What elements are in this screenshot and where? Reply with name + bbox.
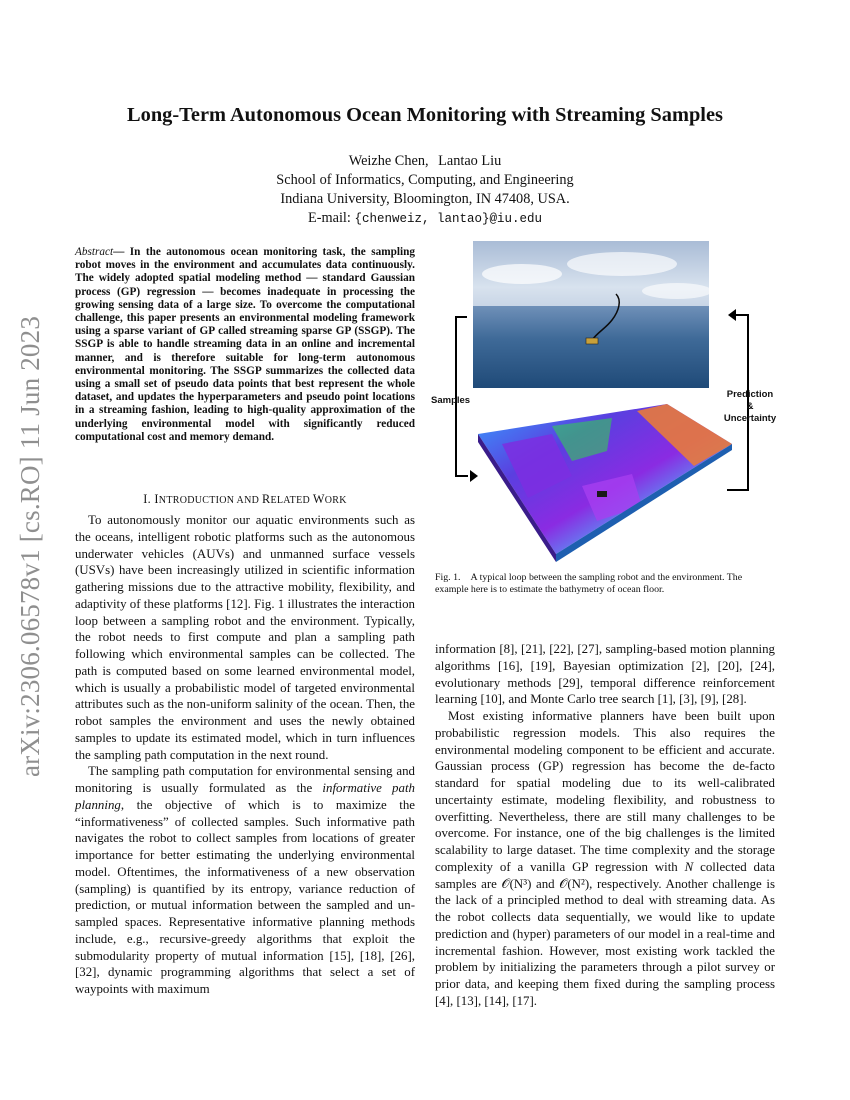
abstract — [75, 246, 415, 444]
author-name: Weizhe Chen, — [348, 153, 429, 169]
paper-title: Long-Term Autonomous Ocean Monitoring with Streaming Samples — [127, 104, 723, 126]
arxiv-id: arXiv:2306.06578v1 [cs.RO] 11 Jun 2023 — [15, 315, 46, 777]
label-line: & — [746, 401, 754, 412]
prediction-uncertainty-label — [715, 389, 785, 425]
arxiv-stamp — [14, 296, 48, 796]
section-title-part: R — [261, 492, 271, 506]
abstract-text: — In the autonomous ocean monitoring task, the sampling robot moves in the environment and accumulates data continuously. The widely adopted spatial modeling method — standard Gaussian process (GP) regression — becomes inadequate in processing the growing sensing data of a large size. To overcome the computational challenge, this paper presents an environmental modeling framework using a sparse variant of GP called streaming sparse GP (SSGP). The SSGP is able to handle streaming data in an online and incremental manner, and is therefore suitable for long-term autonomous environmental monitoring. The SSGP summarizes the collected data using a small set of pseudo data points that best represent the whole dataset, and updates the hyperparameters and pseudo point locations in a streaming fashion, leading to high-quality approximation of the underlying environmental model with significantly reduced computational cost and memory demand. — [75, 246, 415, 443]
section-title-part: W — [312, 492, 325, 506]
math-expression: 𝒪(N²) — [559, 876, 590, 891]
paragraph: To autonomously monitor our aquatic environments such as the oceans, intelligent robotic platforms such as the autonomous underwater vehicles (AUVs) and unmanned surface vessels (USVs) have been increasingly utilized in scientific information gathering missions due to the attractive mobility, flexibility, and adaptivity of these platforms [12]. Fig. 1 illustrates the interaction loop between a sampling robot and the environment. Typically, the robot needs to first compute and plan a sampling path following which environmental samples can be collected. The path is computed based on some learned environmental model, which is usually a probabilistic model of targeted environmental attributes such as the non-uniform salinity of the ocean. Then, the robot samples the environment and uses the newly obtained samples to update its estimated model, which in turn influences the sampling path computation in the next round. — [75, 513, 415, 762]
author-block — [160, 152, 690, 229]
paragraph-text: Most existing informative planners have been built upon probabilistic regression models. This also requires the environmental modeling component to be efficient and accurate. Gaussian process (GP) regression has become the de-facto standard for spatial modeling due to its well-calibrated uncertainty estimate, modeling flexibility, and robustness to overfitting. Nevertheless, there are still many challenges to be overcome. For instance, one of the big challenges is the limited scalability to large dataset. The time complexity and the storage complexity of a vanilla GP regression with — [435, 709, 775, 874]
abstract-lead: Abstract — [75, 246, 114, 258]
section-title-part: ELATED — [270, 495, 313, 506]
section-number: I. — [143, 492, 152, 506]
caption-text: A typical loop between the sampling robot and the environment. The example here is to estimate the bathymetry of ocean floor. — [435, 572, 743, 596]
paragraph-text: and — [531, 876, 560, 891]
email-line — [160, 209, 690, 229]
samples-label: Samples — [431, 395, 471, 406]
affiliation-line: School of Informatics, Computing, and Engineering — [276, 172, 574, 188]
ocean-scene-image — [473, 241, 712, 388]
right-column — [435, 641, 775, 1010]
paragraph — [435, 708, 775, 1010]
affiliation-line: Indiana University, Bloomington, IN 47408, USA. — [280, 191, 570, 207]
paragraph: information [8], [21], [22], [27], sampling-based motion planning algorithms [16], [19], Bayesian optimization [2], [20], [24], evolutionary methods [29], temporal difference reinforcement learning [10], and Monte Carlo tree search [1], [3], [9], [28]. — [435, 642, 775, 707]
math-symbol: N — [684, 859, 694, 874]
emphasis: informative path planning — [75, 781, 415, 812]
label-line: Uncertainty — [723, 413, 777, 424]
figure-1 — [432, 236, 782, 571]
paragraph-text: collected data samples are — [435, 859, 775, 891]
paragraph-text: , respectively. Another challenge is the lack of a principled method to deal with streaming data. As the robot collects data sequentially, we would like to update prediction and (hyper) parameters of our model in a real-time and incremental fashion. However, most existing work tackled the problem by initializing the parameters through a pilot survey or prior data, and keeping them fixed during the sampling process [4], [13], [14], [17]. — [435, 876, 775, 1008]
label-line: Prediction — [726, 389, 774, 400]
author-names — [160, 152, 690, 171]
email-label: E-mail: — [308, 210, 351, 226]
section-title-part: ORK — [324, 495, 347, 506]
paragraph-text: The sampling path computation for environmental sensing and monitoring is usually formulated as the — [75, 764, 415, 795]
caption-tag: Fig. 1. — [435, 572, 461, 583]
email-address[interactable]: {chenweiz, lantao}@iu.edu — [354, 212, 542, 226]
section-title-part: NTRODUCTION AND — [158, 495, 262, 506]
left-column — [75, 512, 415, 998]
figure-caption — [435, 572, 777, 597]
section-title-part: I — [154, 492, 159, 506]
author-name: Lantao Liu — [438, 153, 502, 169]
paragraph-text: , the objective of which is to maximize the “informativeness” of collected samples. Such informative path navigates the robot to collect samples from locations of greater importance for better estimating the underlying environmental model. Oftentimes, the informativeness of a new observation (sampling) is quantified by its entropy, variance reduction of prediction, or mutual information between the sampled and un-sampled spaces. Representative informative planning methods include, e.g., recursive-greedy algorithms that exploit the submodularity property of mutual information [15], [18], [26], [32], dynamic programming algorithms that select a set of waypoints with maximum — [75, 797, 415, 996]
paragraph — [75, 763, 415, 998]
bathymetry-map-image — [478, 404, 732, 562]
math-expression: 𝒪(N³) — [501, 876, 532, 891]
section-heading — [75, 492, 415, 507]
